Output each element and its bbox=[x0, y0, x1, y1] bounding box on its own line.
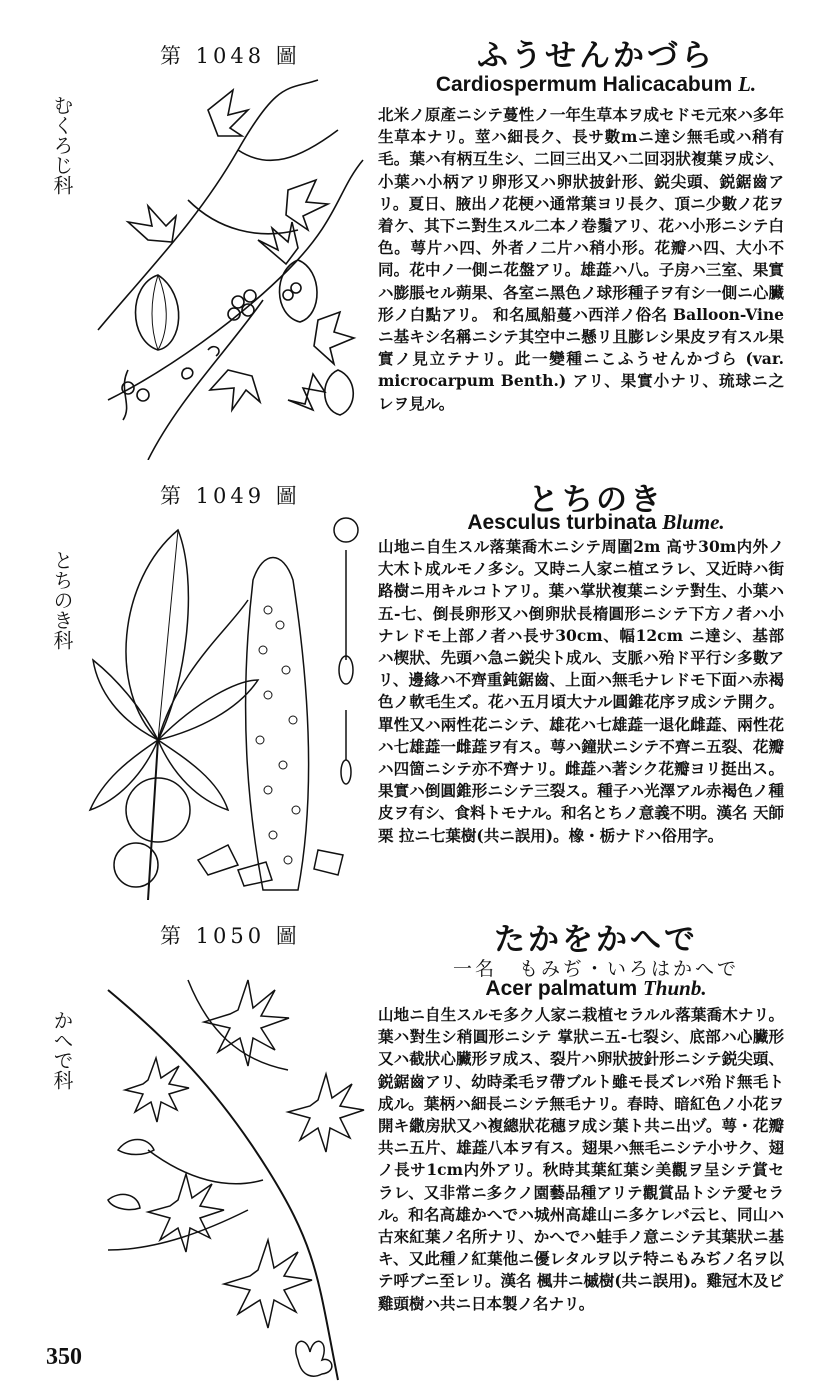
plant-entry bbox=[0, 470, 840, 910]
description-text: 北米ノ原產ニシテ蔓性ノ一年生草本ヲ成セドモ元來ハ多年生草本ナリ。莖ハ細長ク、長サ數mニ達シ無毛或ハ稍有毛。葉ハ有柄互生シ、二回三出又ハ二回羽狀複葉ヲ成シ、小葉ハ小柄アリ卵形又ハ卵狀披針形、鋭尖頭、鋭鋸齒アリ。夏日、腋出ノ花梗ハ通常葉ヨリ長ク、頂ニ少數ノ花ヲ着ケ、其下ニ對生スル二本ノ卷鬚アリ、花ハ小形ニシテ白色。萼片ハ四、外者ノ二片ハ稍小形。花瓣ハ四、大小不同。花中ノ一側ニ花盤アリ。雄蕋ハ八。子房ハ三室、果實ハ膨脹セル蒴果、各室ニ黑色ノ球形種子ヲ有シ一側ニ心臟形ノ白點アリ。 和名風船蔓ハ西洋ノ俗名 Balloon-Vine ニ基キシ名稱ニシテ其空中ニ懸リ且膨レシ果皮ヲ有スル果實ノ見立テナリ。此一變種ニこふうせんかづら (var. microcarpum Benth.) アリ、果實小ナリ、琉球ニ之レヲ見ル。 bbox=[378, 105, 784, 413]
author-abbrev: Blume. bbox=[662, 510, 725, 534]
author-abbrev: Thunb. bbox=[642, 976, 707, 1000]
plant-entry bbox=[0, 0, 840, 470]
figure-number: 第 1049 圖 bbox=[160, 484, 301, 508]
cardiospermum-illustration bbox=[88, 70, 368, 460]
plant-family: むくろじ科 bbox=[50, 95, 74, 195]
scientific-name-text: Cardiospermum Halicacabum bbox=[435, 73, 733, 96]
description-text: 山地ニ自生スルモ多ク人家ニ栽植セラルル落葉喬木ナリ。 葉ハ對生シ稍圓形ニシテ 掌狀ニ五-七裂シ、底部ハ心臟形又ハ截狀心臟形ヲ成ス、裂片ハ卵狀披針形ニシテ鋭尖頭、鋭鋸齒アリ、幼時柔毛ヲ帶ブルト雖モ長ズレバ殆ド無毛ト成ル。葉柄ハ細長ニシテ無毛ナリ。春時、暗紅色ノ小花ヲ開キ繖房狀又ハ複總狀花穗ヲ成シ葉ト共ニ出ヅ。萼・花瓣共ニ五片、雄蕋八本ヲ有ス。翅果ハ無毛ニシテ小サク、翅ノ長サ1cm内外アリ。秋時其葉紅葉シ美觀ヲ呈シテ賞セラレ、又非常ニ多クノ園藝品種アリテ觀賞品トシテ愛セラル。和名高雄かへでハ城州高雄山ニ多ケレバ云ヒ、同山ハ古來紅葉ノ名所ナリ、かへでハ蛙手ノ意ニシテ其葉狀ニ基キ、又此種ノ紅葉他ニ優レタルヲ以テ特ニもみぢノ名ヲ以テ呼ブニ至レリ。漢名 楓井ニ槭樹(共ニ誤用)。雞冠木及ビ雞頭樹ハ共ニ日本製ノ名ナリ。 bbox=[378, 1005, 785, 1313]
aesculus-illustration bbox=[88, 510, 368, 905]
page-number: 350 bbox=[46, 1344, 82, 1370]
plant-title-japanese: ふうせんかづら bbox=[477, 38, 715, 74]
plant-family: かへで科 bbox=[50, 1010, 74, 1090]
author-abbrev: L. bbox=[738, 72, 757, 96]
alternate-names: 一名 もみぢ・いろはかへで bbox=[452, 958, 739, 980]
scientific-name bbox=[376, 510, 816, 535]
figure-number: 第 1048 圖 bbox=[160, 44, 301, 68]
plant-family: とちのき科 bbox=[50, 550, 74, 650]
scientific-name-text: Aesculus turbinata bbox=[467, 511, 657, 534]
acer-illustration bbox=[88, 950, 368, 1390]
figure-number: 第 1050 圖 bbox=[160, 924, 301, 948]
plant-title-japanese: たかをかへで bbox=[494, 922, 698, 958]
scientific-name bbox=[376, 976, 816, 1001]
scientific-name bbox=[376, 72, 816, 97]
plant-entry bbox=[0, 910, 840, 1400]
description-text: 山地ニ自生スル落葉喬木ニシテ周圍2m 高サ30m内外ノ大木ト成ルモノ多シ。又時ニ人家ニ植ヱラレ、又近時ハ街路樹ニ用キルコトアリ。葉ハ掌狀複葉ニシテ對生、小葉ハ五-七、倒長卵形又ハ倒卵狀長楕圓形ニシテ下方ノ者ハ小ナレドモ上部ノ者ハ長サ30cm、幅12cm ニ達シ、基部ハ楔狀、先頭ハ急ニ鋭尖ト成ル、支脈ハ殆ド平行シ多數アリ、邊緣ハ不齊重鈍鋸齒、上面ハ無毛ナレドモ下面ハ赤褐色ノ軟毛生ズ。花ハ五月頃大ナル圓錐花序ヲ成シテ開ク。單性又ハ兩性花ニシテ、雄花ハ七雄蕋一退化雌蕋、兩性花ハ七雄蕋一雌蕋ヲ有ス。萼ハ鐘狀ニシテ不齊ニ五裂、花瓣ハ四箇ニシテ亦不齊ナリ。雌蕋ハ著シク花瓣ヨリ挺出ス。果實ハ倒圓錐形ニシテ三裂ス。種子ハ光澤アル赤褐色ノ種皮ヲ有シ、食料トモナル。和名とちノ意義不明。漢名 天師栗 拉ニ七葉樹(共ニ誤用)。橡・栃ナドハ俗用字。 bbox=[378, 537, 784, 845]
scientific-name-text: Acer palmatum bbox=[485, 977, 638, 1000]
plant-title-japanese: とちのき bbox=[528, 482, 664, 518]
